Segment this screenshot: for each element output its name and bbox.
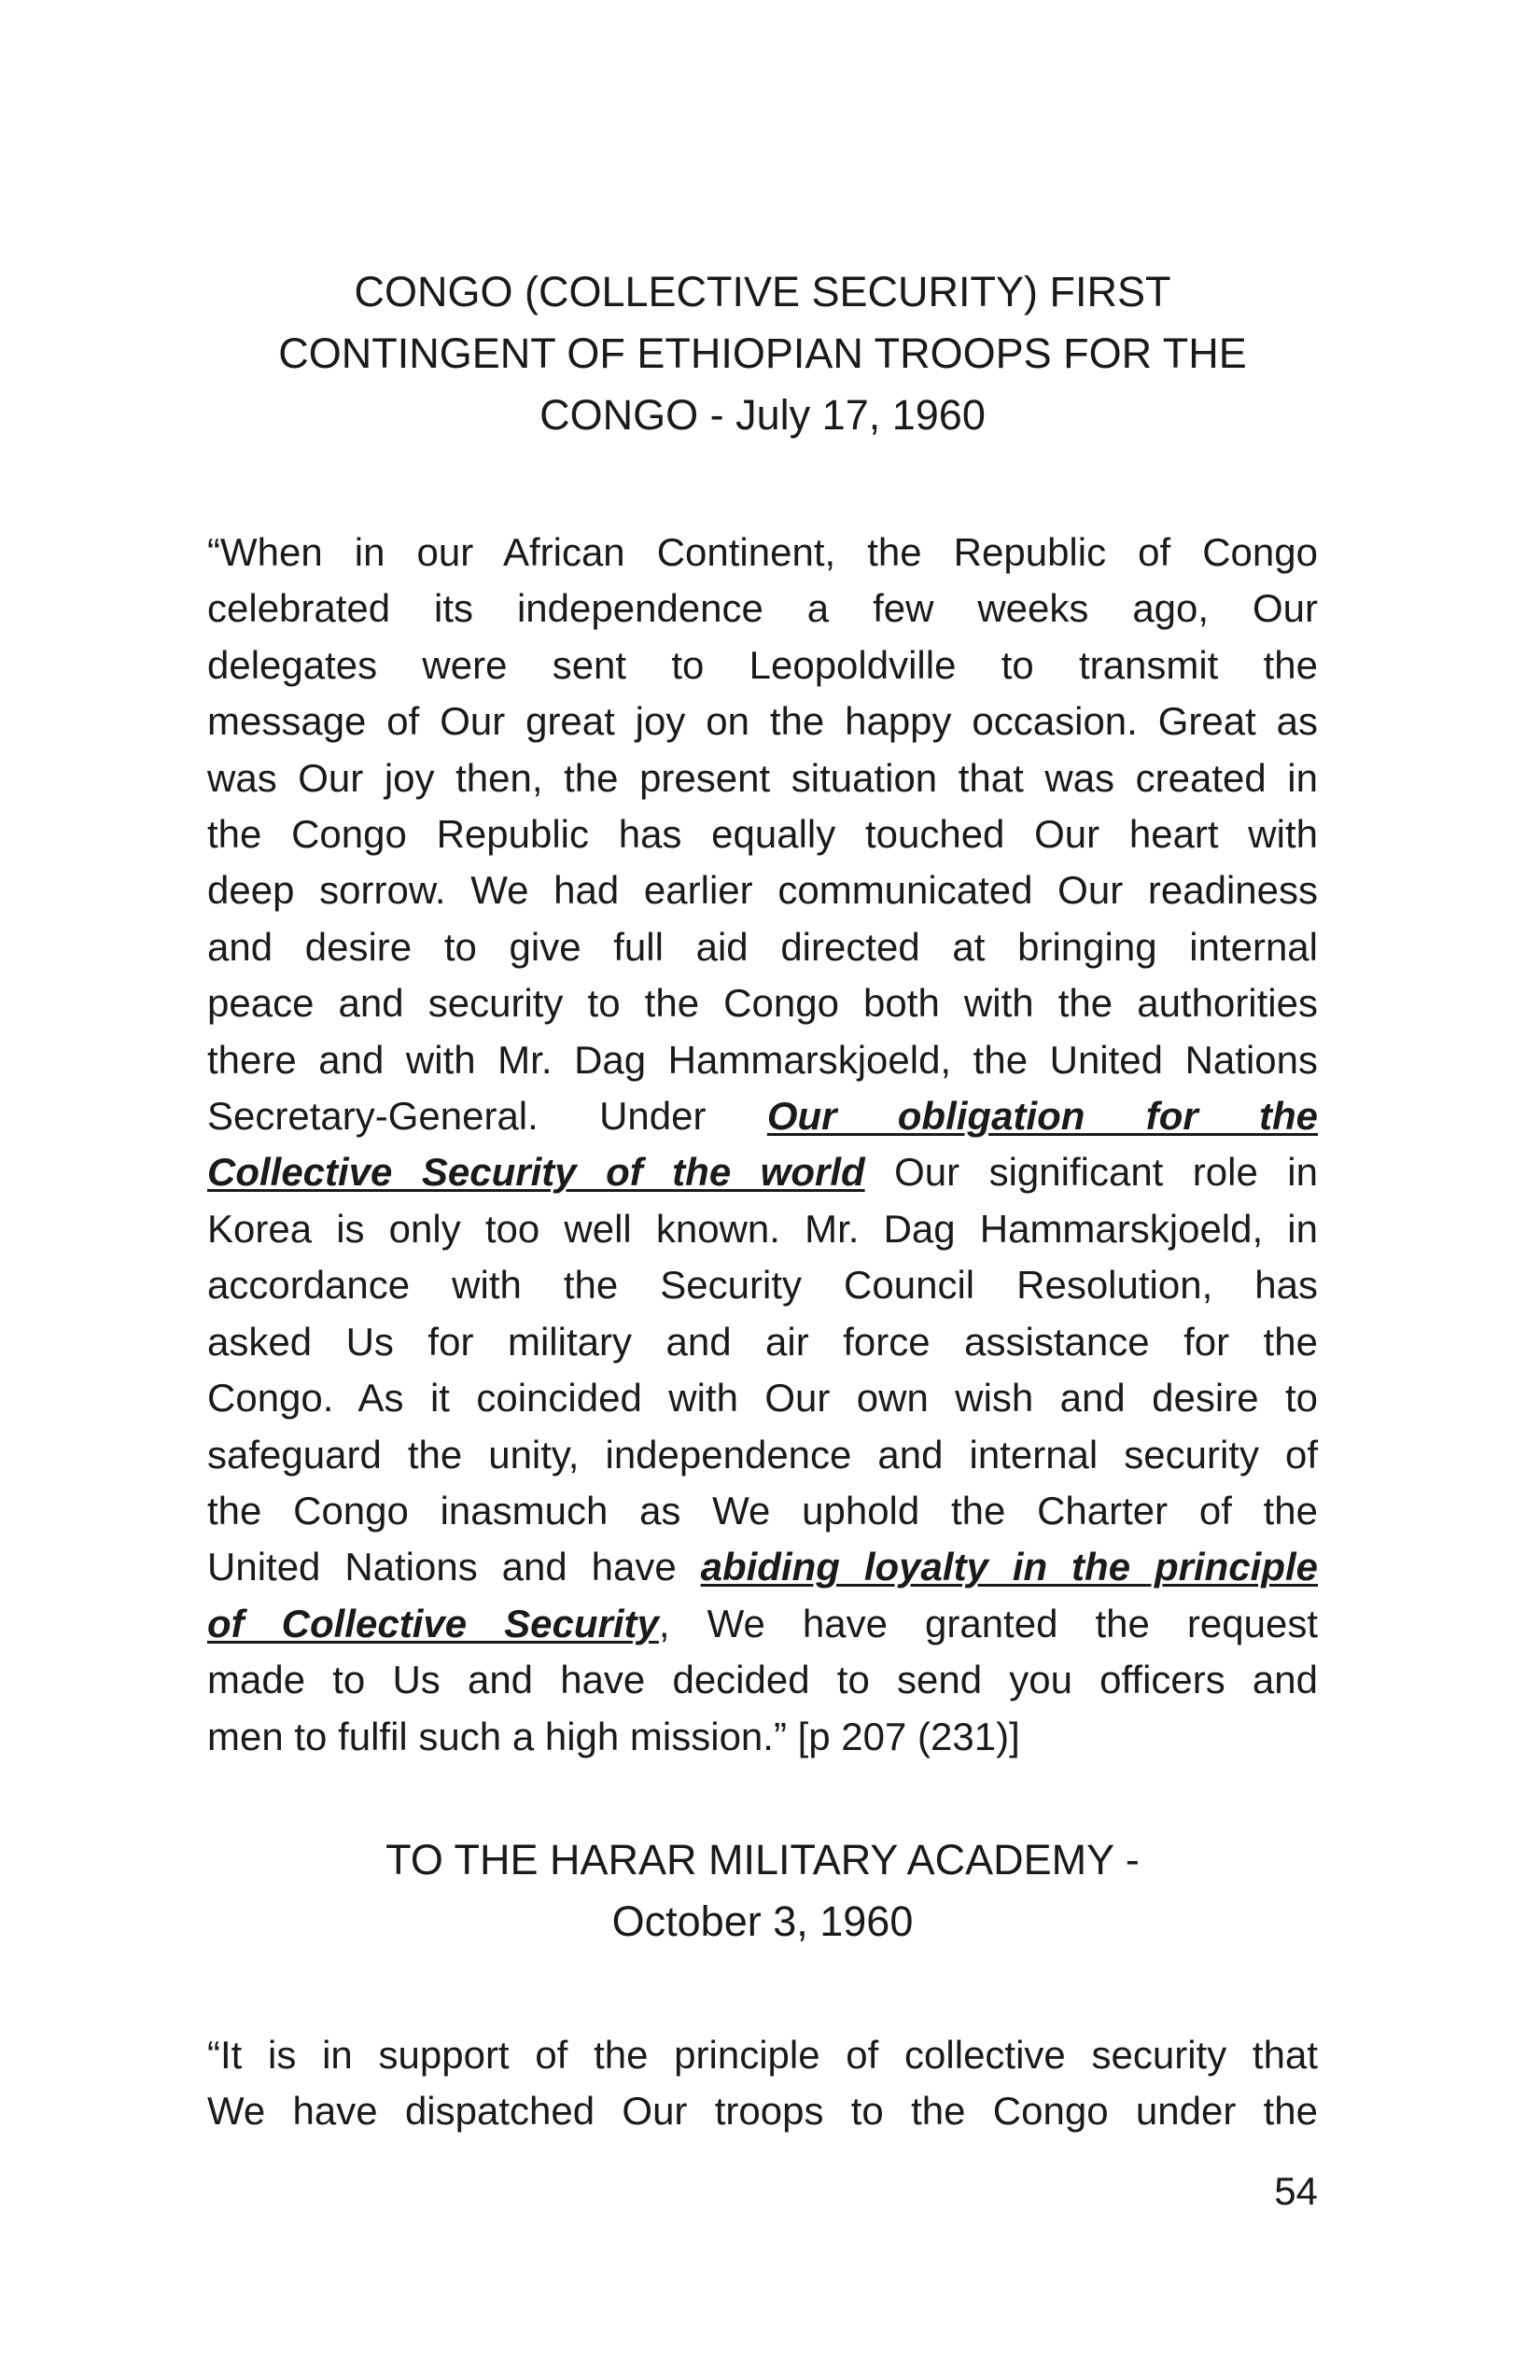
text-line: made to Us and have decided to send you officers and	[207, 1658, 1318, 1702]
heading-line: CONGO - July 17, 1960	[539, 391, 986, 439]
text-line: delegates were sent to Leopoldville to transmit the	[207, 642, 1318, 687]
text-line	[207, 1088, 1318, 1144]
text-line: safeguard the unity, independence and internal security of	[207, 1432, 1318, 1477]
text-line: asked Us for military and air force assistance for the	[207, 1319, 1318, 1364]
text-line: deep sorrow. We had earlier communicated Our readiness	[207, 868, 1318, 913]
text-line: We have dispatched Our troops to the Congo under the	[207, 2089, 1318, 2134]
page-number: 54	[1274, 2169, 1318, 2213]
text-line: Korea is only too well known. Mr. Dag Hammarskjoeld, in	[207, 1206, 1318, 1251]
text-fragment: United Nations and have	[207, 1545, 701, 1589]
text-line	[207, 1539, 1318, 1595]
text-line	[207, 1596, 1318, 1652]
text-line: celebrated its independence a few weeks ago, Our	[207, 586, 1318, 631]
text-line: Congo. As it coincided with Our own wish and desire to	[207, 1376, 1318, 1421]
text-line: peace and security to the Congo both with the authorities	[207, 981, 1318, 1026]
heading-line: TO THE HARAR MILITARY ACADEMY -	[385, 1836, 1140, 1883]
text-line: the Congo Republic has equally touched Our heart with	[207, 812, 1318, 857]
text-line: accordance with the Security Council Resolution, has	[207, 1263, 1318, 1308]
emphasized-phrase-abiding-loyalty: abiding loyalty in the principle	[700, 1545, 1319, 1589]
speech-paragraph-harar	[207, 2027, 1318, 2140]
heading-line: October 3, 1960	[611, 1897, 914, 1945]
text-line	[207, 1144, 1318, 1200]
speech-paragraph-congo	[207, 525, 1318, 1765]
text-line: message of Our great joy on the happy occasion. Great as	[207, 699, 1318, 744]
emphasized-phrase-collective-security-2: of Collective Security	[207, 1601, 659, 1645]
section-heading-harar	[207, 1829, 1318, 1953]
text-fragment: , We have granted the request	[658, 1601, 1318, 1645]
text-line: the Congo inasmuch as We uphold the Charter of the	[207, 1488, 1318, 1533]
text-line: was Our joy then, the present situation that was created in	[207, 755, 1318, 800]
text-fragment: Secretary-General. Under	[207, 1094, 767, 1139]
section-heading-congo	[207, 261, 1318, 446]
text-line: “When in our African Continent, the Republic of Congo	[207, 530, 1318, 574]
document-page	[207, 0, 1318, 2380]
emphasized-phrase-obligation: Our obligation for the	[766, 1094, 1318, 1139]
text-line: and desire to give full aid directed at bringing internal	[207, 924, 1318, 969]
heading-line: CONGO (COLLECTIVE SECURITY) FIRST	[354, 268, 1171, 315]
text-line: there and with Mr. Dag Hammarskjoeld, the United Nations	[207, 1037, 1318, 1082]
text-fragment: Our significant role in	[864, 1150, 1318, 1195]
text-line: men to fulfil such a high mission.” [p 207 (231)]	[207, 1714, 1020, 1758]
text-line: “It is in support of the principle of collective security that	[207, 2033, 1318, 2077]
heading-line: CONTINGENT OF ETHIOPIAN TROOPS FOR THE	[278, 329, 1247, 377]
emphasized-phrase-collective-security: Collective Security of the world	[207, 1150, 865, 1195]
